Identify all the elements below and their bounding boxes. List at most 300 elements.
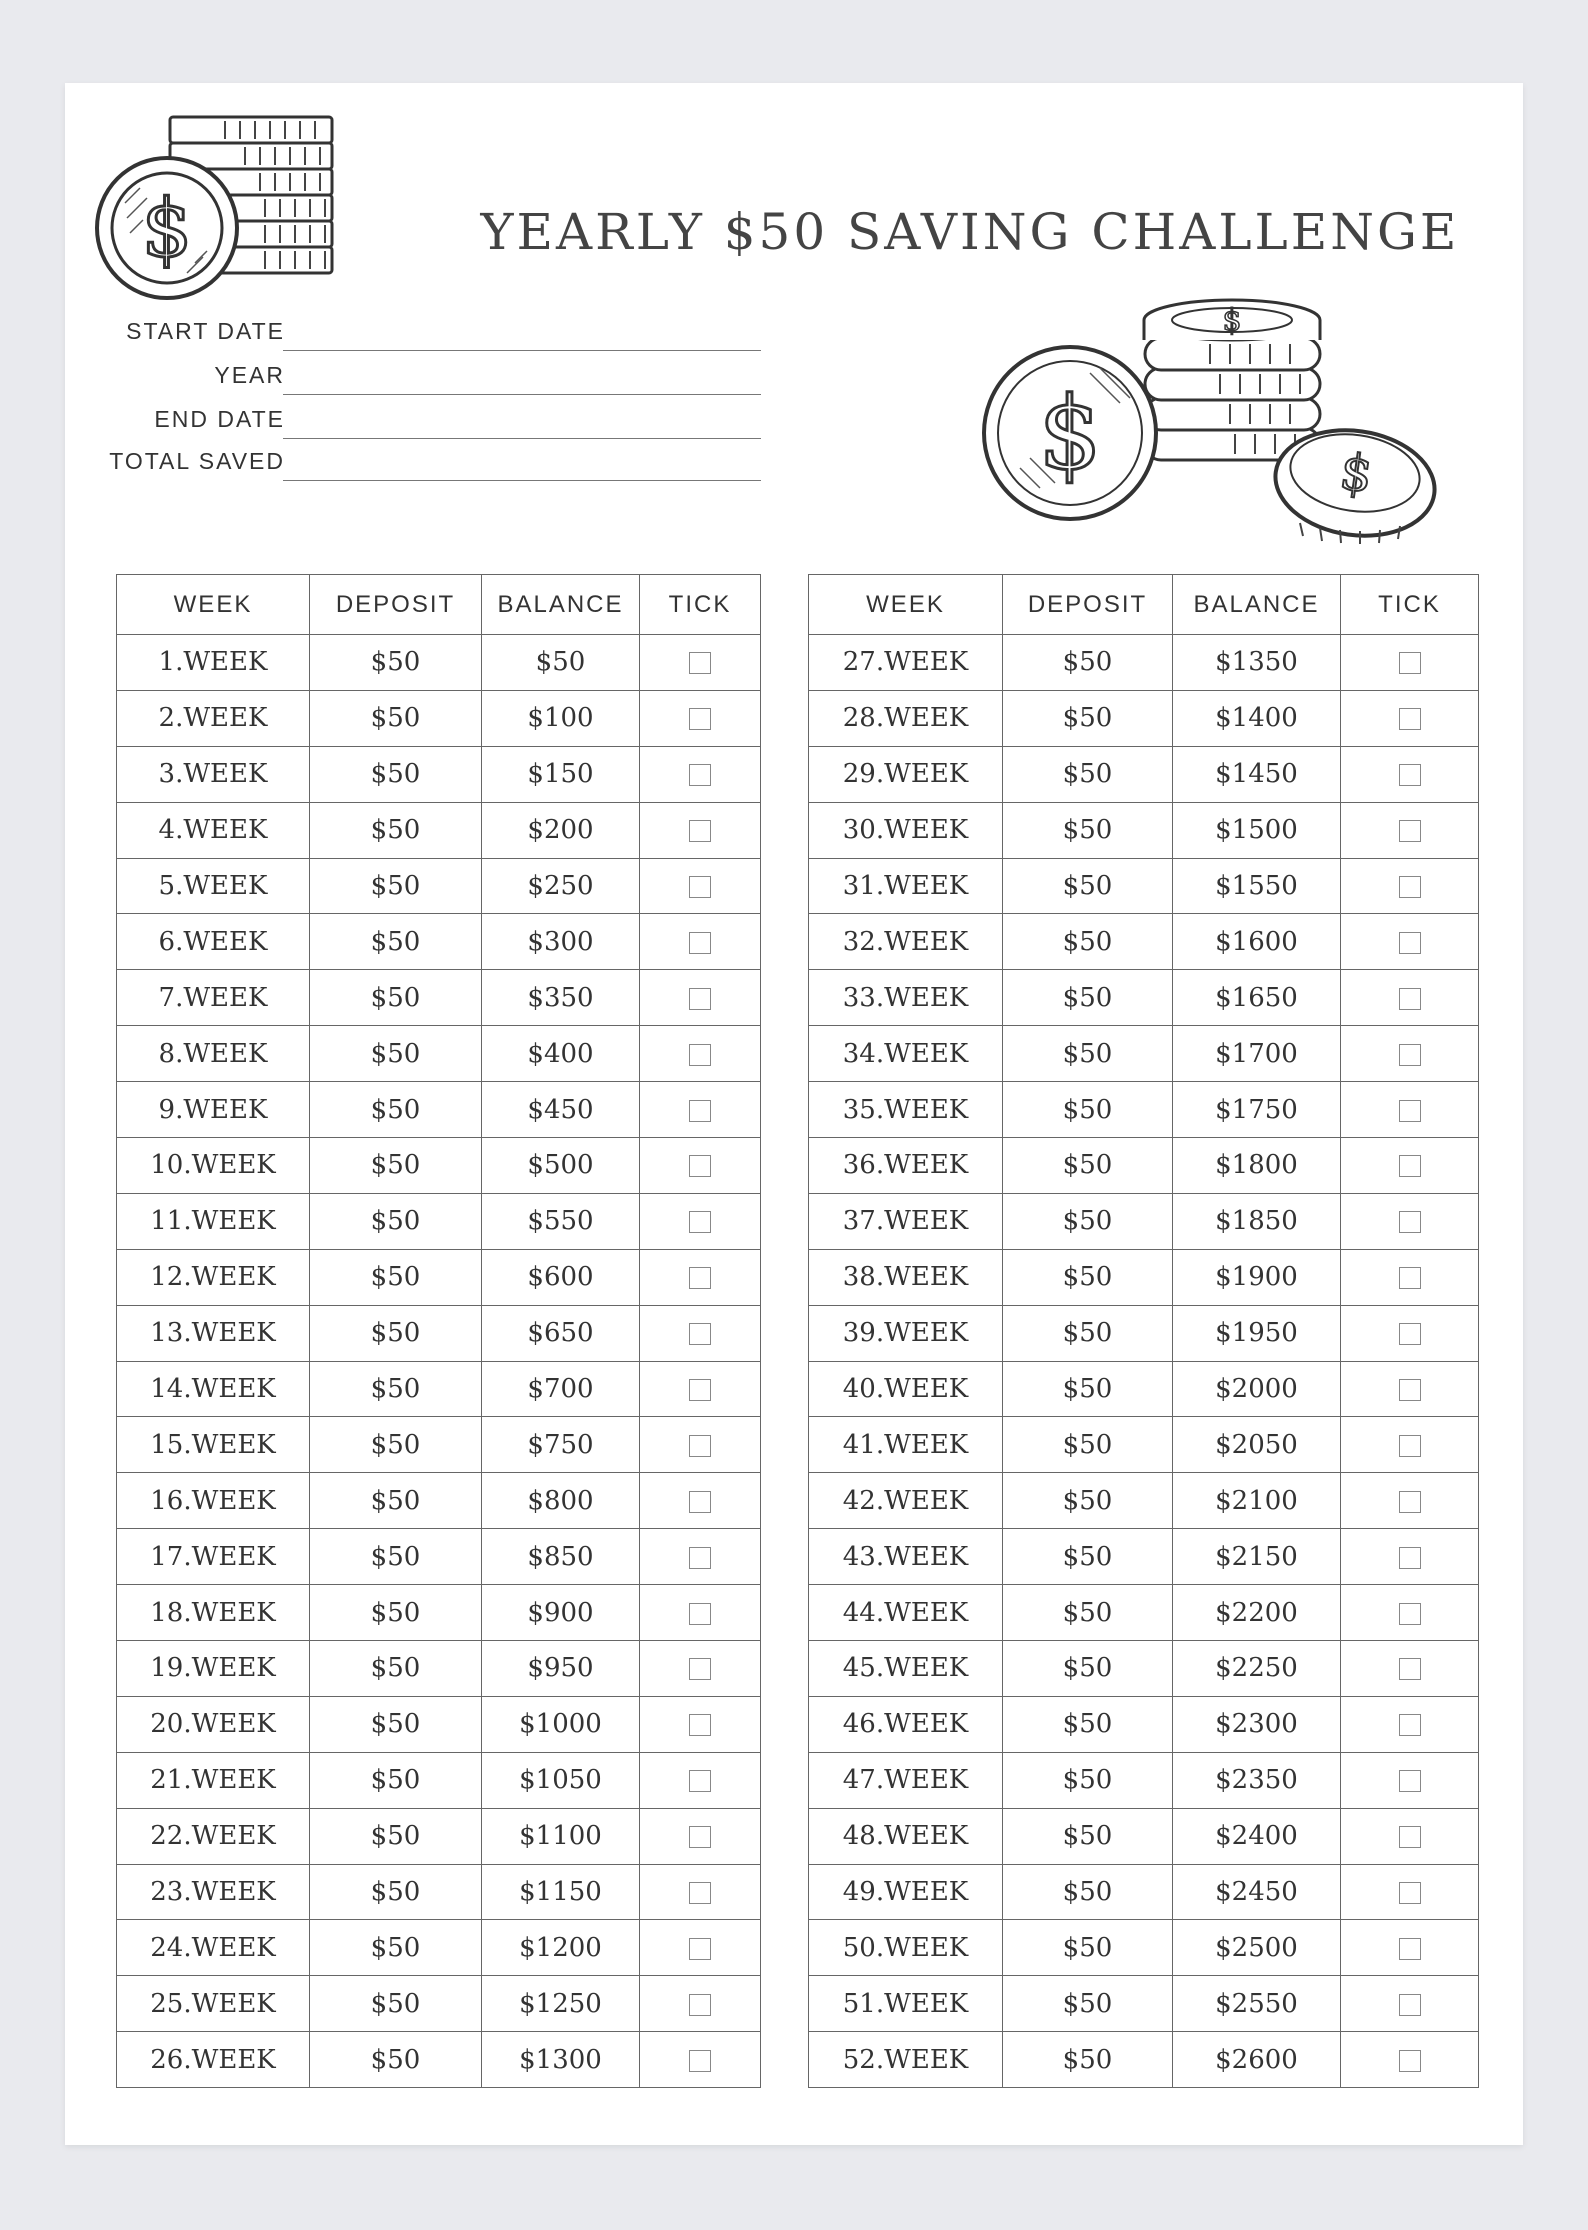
- end-date-label: END DATE: [154, 406, 285, 432]
- tick-header: TICK: [640, 575, 761, 635]
- week-cell: 48.WEEK: [809, 1808, 1003, 1864]
- deposit-cell: $50: [1003, 802, 1173, 858]
- balance-cell: $150: [482, 746, 640, 802]
- table-row: [809, 1529, 1479, 1585]
- week-cell: 9.WEEK: [117, 1082, 310, 1138]
- page-title: YEARLY $50 SAVING CHALLENGE: [480, 203, 1460, 261]
- checkbox-icon[interactable]: [1399, 1211, 1421, 1233]
- week-cell: 16.WEEK: [117, 1473, 310, 1529]
- deposit-cell: $50: [310, 746, 482, 802]
- checkbox-icon[interactable]: [1399, 1882, 1421, 1904]
- deposit-cell: $50: [1003, 2032, 1173, 2088]
- checkbox-icon[interactable]: [1399, 1714, 1421, 1736]
- table-header-row: [809, 575, 1479, 635]
- deposit-cell: $50: [310, 1752, 482, 1808]
- balance-cell: $1150: [482, 1864, 640, 1920]
- svg-text:$: $: [1336, 442, 1377, 505]
- deposit-cell: $50: [310, 690, 482, 746]
- balance-cell: $500: [482, 1138, 640, 1194]
- table-row: [117, 1920, 761, 1976]
- table-row: [117, 1473, 761, 1529]
- start-date-label: START DATE: [126, 318, 285, 344]
- week-cell: 12.WEEK: [117, 1249, 310, 1305]
- tick-cell: [1341, 1026, 1479, 1082]
- week-cell: 38.WEEK: [809, 1249, 1003, 1305]
- checkbox-icon[interactable]: [1399, 1491, 1421, 1513]
- week-cell: 35.WEEK: [809, 1082, 1003, 1138]
- table-header-row: [117, 575, 761, 635]
- balance-cell: $450: [482, 1082, 640, 1138]
- checkbox-icon[interactable]: [1399, 988, 1421, 1010]
- deposit-cell: $50: [1003, 1193, 1173, 1249]
- deposit-cell: $50: [1003, 1529, 1173, 1585]
- balance-cell: $100: [482, 690, 640, 746]
- table-row: [117, 970, 761, 1026]
- coin-pile-icon: [980, 298, 1440, 548]
- week-header: WEEK: [809, 575, 1003, 635]
- table-row: [809, 1417, 1479, 1473]
- table-row: [117, 1529, 761, 1585]
- checkbox-icon[interactable]: [689, 1211, 711, 1233]
- table-row: [117, 1752, 761, 1808]
- week-cell: 21.WEEK: [117, 1752, 310, 1808]
- balance-cell: $2300: [1173, 1696, 1341, 1752]
- table-row: [809, 1808, 1479, 1864]
- checkbox-icon[interactable]: [689, 1826, 711, 1848]
- table-row: [809, 746, 1479, 802]
- table-row: [809, 1305, 1479, 1361]
- deposit-cell: $50: [1003, 1417, 1173, 1473]
- checkbox-icon[interactable]: [689, 1379, 711, 1401]
- checkbox-icon[interactable]: [689, 988, 711, 1010]
- deposit-cell: $50: [310, 1138, 482, 1194]
- checkbox-icon[interactable]: [689, 820, 711, 842]
- deposit-cell: $50: [1003, 1249, 1173, 1305]
- checkbox-icon[interactable]: [689, 1155, 711, 1177]
- tick-cell: [640, 1864, 761, 1920]
- tick-cell: [640, 746, 761, 802]
- total-saved-label: TOTAL SAVED: [109, 448, 285, 474]
- table-row: [117, 1585, 761, 1641]
- checkbox-icon[interactable]: [689, 1100, 711, 1122]
- deposit-cell: $50: [1003, 1920, 1173, 1976]
- tick-cell: [640, 1361, 761, 1417]
- week-cell: 36.WEEK: [809, 1138, 1003, 1194]
- balance-cell: $1500: [1173, 802, 1341, 858]
- checkbox-icon[interactable]: [689, 932, 711, 954]
- balance-cell: $750: [482, 1417, 640, 1473]
- svg-text:$: $: [1038, 375, 1102, 492]
- checkbox-icon[interactable]: [689, 1603, 711, 1625]
- deposit-cell: $50: [310, 970, 482, 1026]
- balance-cell: $1700: [1173, 1026, 1341, 1082]
- deposit-cell: $50: [310, 2032, 482, 2088]
- week-cell: 37.WEEK: [809, 1193, 1003, 1249]
- tick-cell: [1341, 802, 1479, 858]
- week-cell: 50.WEEK: [809, 1920, 1003, 1976]
- deposit-cell: $50: [1003, 1696, 1173, 1752]
- balance-cell: $2600: [1173, 2032, 1341, 2088]
- balance-cell: $1800: [1173, 1138, 1341, 1194]
- tick-cell: [640, 858, 761, 914]
- week-cell: 23.WEEK: [117, 1864, 310, 1920]
- table-row: [117, 635, 761, 691]
- checkbox-icon[interactable]: [689, 764, 711, 786]
- tick-cell: [640, 1417, 761, 1473]
- balance-cell: $50: [482, 635, 640, 691]
- tick-header: TICK: [1341, 575, 1479, 635]
- deposit-cell: $50: [310, 1193, 482, 1249]
- balance-cell: $650: [482, 1305, 640, 1361]
- table-row: [809, 1026, 1479, 1082]
- balance-cell: $1950: [1173, 1305, 1341, 1361]
- balance-header: BALANCE: [482, 575, 640, 635]
- deposit-cell: $50: [310, 1305, 482, 1361]
- checkbox-icon[interactable]: [689, 876, 711, 898]
- table-row: [809, 690, 1479, 746]
- week-cell: 30.WEEK: [809, 802, 1003, 858]
- week-cell: 5.WEEK: [117, 858, 310, 914]
- checkbox-icon[interactable]: [689, 1770, 711, 1792]
- svg-text:$: $: [1222, 303, 1242, 338]
- balance-cell: $1750: [1173, 1082, 1341, 1138]
- week-cell: 11.WEEK: [117, 1193, 310, 1249]
- deposit-cell: $50: [310, 1920, 482, 1976]
- deposit-cell: $50: [1003, 1082, 1173, 1138]
- tick-cell: [640, 1138, 761, 1194]
- table-row: [809, 1696, 1479, 1752]
- checkbox-icon[interactable]: [1399, 1994, 1421, 2016]
- checkbox-icon[interactable]: [1399, 652, 1421, 674]
- deposit-cell: $50: [1003, 1473, 1173, 1529]
- deposit-cell: $50: [1003, 1026, 1173, 1082]
- week-cell: 51.WEEK: [809, 1976, 1003, 2032]
- deposit-cell: $50: [310, 635, 482, 691]
- tick-cell: [640, 1696, 761, 1752]
- week-cell: 13.WEEK: [117, 1305, 310, 1361]
- week-cell: 28.WEEK: [809, 690, 1003, 746]
- tick-cell: [640, 914, 761, 970]
- deposit-cell: $50: [310, 914, 482, 970]
- balance-cell: $2350: [1173, 1752, 1341, 1808]
- table-row: [117, 746, 761, 802]
- deposit-cell: $50: [310, 1026, 482, 1082]
- balance-cell: $1100: [482, 1808, 640, 1864]
- year-line: [283, 394, 761, 395]
- deposit-cell: $50: [1003, 690, 1173, 746]
- balance-cell: $850: [482, 1529, 640, 1585]
- checkbox-icon[interactable]: [1399, 764, 1421, 786]
- deposit-cell: $50: [310, 1864, 482, 1920]
- week-cell: 6.WEEK: [117, 914, 310, 970]
- checkbox-icon[interactable]: [1399, 1044, 1421, 1066]
- table-row: [809, 858, 1479, 914]
- table-row: [117, 1976, 761, 2032]
- balance-cell: $2150: [1173, 1529, 1341, 1585]
- week-cell: 2.WEEK: [117, 690, 310, 746]
- deposit-cell: $50: [1003, 1138, 1173, 1194]
- checkbox-icon[interactable]: [1399, 1826, 1421, 1848]
- deposit-cell: $50: [1003, 1641, 1173, 1697]
- deposit-cell: $50: [1003, 1864, 1173, 1920]
- tick-cell: [640, 1976, 761, 2032]
- checkbox-icon[interactable]: [689, 1547, 711, 1569]
- tick-cell: [1341, 635, 1479, 691]
- week-cell: 32.WEEK: [809, 914, 1003, 970]
- deposit-cell: $50: [1003, 1305, 1173, 1361]
- deposit-cell: $50: [310, 1082, 482, 1138]
- table-row: [809, 1249, 1479, 1305]
- week-cell: 14.WEEK: [117, 1361, 310, 1417]
- table-row: [809, 1361, 1479, 1417]
- balance-cell: $2050: [1173, 1417, 1341, 1473]
- tick-cell: [640, 1026, 761, 1082]
- checkbox-icon[interactable]: [1399, 1938, 1421, 1960]
- table-row: [117, 1082, 761, 1138]
- table-row: [809, 802, 1479, 858]
- deposit-cell: $50: [310, 1585, 482, 1641]
- checkbox-icon[interactable]: [1399, 1267, 1421, 1289]
- checkbox-icon[interactable]: [689, 1044, 711, 1066]
- checkbox-icon[interactable]: [1399, 1323, 1421, 1345]
- table-row: [117, 1249, 761, 1305]
- end-date-line: [283, 438, 761, 439]
- checkbox-icon[interactable]: [689, 708, 711, 730]
- week-cell: 7.WEEK: [117, 970, 310, 1026]
- tick-cell: [1341, 1920, 1479, 1976]
- balance-cell: $550: [482, 1193, 640, 1249]
- balance-cell: $1450: [1173, 746, 1341, 802]
- end-date-field[interactable]: [65, 399, 765, 439]
- checkbox-icon[interactable]: [1399, 1658, 1421, 1680]
- deposit-cell: $50: [310, 1696, 482, 1752]
- deposit-cell: $50: [310, 1641, 482, 1697]
- table-row: [117, 1026, 761, 1082]
- week-cell: 43.WEEK: [809, 1529, 1003, 1585]
- week-cell: 8.WEEK: [117, 1026, 310, 1082]
- balance-cell: $2400: [1173, 1808, 1341, 1864]
- tick-cell: [1341, 746, 1479, 802]
- tick-cell: [640, 1249, 761, 1305]
- checkbox-icon[interactable]: [689, 652, 711, 674]
- tick-cell: [640, 690, 761, 746]
- table-row: [117, 1193, 761, 1249]
- tick-cell: [1341, 1529, 1479, 1585]
- checkbox-icon[interactable]: [689, 2050, 711, 2072]
- year-label: YEAR: [214, 362, 285, 388]
- deposit-cell: $50: [1003, 635, 1173, 691]
- checkbox-icon[interactable]: [1399, 1603, 1421, 1625]
- table-row: [809, 970, 1479, 1026]
- tick-cell: [1341, 1138, 1479, 1194]
- checkbox-icon[interactable]: [1399, 1379, 1421, 1401]
- checkbox-icon[interactable]: [1399, 1155, 1421, 1177]
- week-cell: 29.WEEK: [809, 746, 1003, 802]
- checkbox-icon[interactable]: [1399, 1547, 1421, 1569]
- deposit-cell: $50: [310, 1808, 482, 1864]
- balance-cell: $200: [482, 802, 640, 858]
- checkbox-icon[interactable]: [1399, 1100, 1421, 1122]
- balance-cell: $300: [482, 914, 640, 970]
- svg-text:$: $: [141, 182, 193, 275]
- balance-cell: $2450: [1173, 1864, 1341, 1920]
- balance-cell: $2100: [1173, 1473, 1341, 1529]
- tick-cell: [640, 1752, 761, 1808]
- tick-cell: [1341, 1976, 1479, 2032]
- week-cell: 24.WEEK: [117, 1920, 310, 1976]
- checkbox-icon[interactable]: [689, 1435, 711, 1457]
- week-cell: 45.WEEK: [809, 1641, 1003, 1697]
- tick-cell: [640, 1920, 761, 1976]
- deposit-cell: $50: [310, 1976, 482, 2032]
- checkbox-icon[interactable]: [689, 1323, 711, 1345]
- balance-cell: $2500: [1173, 1920, 1341, 1976]
- balance-cell: $950: [482, 1641, 640, 1697]
- week-cell: 15.WEEK: [117, 1417, 310, 1473]
- checkbox-icon[interactable]: [1399, 708, 1421, 730]
- week-cell: 40.WEEK: [809, 1361, 1003, 1417]
- balance-cell: $1850: [1173, 1193, 1341, 1249]
- tick-cell: [640, 1473, 761, 1529]
- tick-cell: [1341, 1696, 1479, 1752]
- table-row: [117, 802, 761, 858]
- balance-cell: $1200: [482, 1920, 640, 1976]
- total-saved-field[interactable]: [65, 441, 765, 481]
- weeks-table-right: [808, 574, 1479, 2088]
- table-row: [117, 858, 761, 914]
- balance-header: BALANCE: [1173, 575, 1341, 635]
- week-cell: 31.WEEK: [809, 858, 1003, 914]
- table-row: [117, 1138, 761, 1194]
- checkbox-icon[interactable]: [1399, 876, 1421, 898]
- week-cell: 20.WEEK: [117, 1696, 310, 1752]
- tick-cell: [1341, 1864, 1479, 1920]
- tick-cell: [1341, 1249, 1479, 1305]
- tick-cell: [640, 1082, 761, 1138]
- week-header: WEEK: [117, 575, 310, 635]
- tick-cell: [1341, 970, 1479, 1026]
- deposit-cell: $50: [1003, 1808, 1173, 1864]
- table-row: [809, 2032, 1479, 2088]
- deposit-cell: $50: [1003, 1752, 1173, 1808]
- balance-cell: $2200: [1173, 1585, 1341, 1641]
- table-row: [117, 690, 761, 746]
- balance-cell: $1050: [482, 1752, 640, 1808]
- tick-cell: [640, 635, 761, 691]
- tick-cell: [1341, 1808, 1479, 1864]
- table-row: [809, 1473, 1479, 1529]
- table-row: [117, 1417, 761, 1473]
- balance-cell: $1300: [482, 2032, 640, 2088]
- deposit-header: DEPOSIT: [1003, 575, 1173, 635]
- table-row: [809, 1752, 1479, 1808]
- week-cell: 33.WEEK: [809, 970, 1003, 1026]
- tick-cell: [1341, 1193, 1479, 1249]
- table-row: [117, 2032, 761, 2088]
- table-row: [809, 1641, 1479, 1697]
- deposit-cell: $50: [310, 1417, 482, 1473]
- tick-cell: [640, 1585, 761, 1641]
- checkbox-icon[interactable]: [1399, 932, 1421, 954]
- checkbox-icon[interactable]: [689, 1994, 711, 2016]
- balance-cell: $1550: [1173, 858, 1341, 914]
- weeks-table-left: [116, 574, 761, 2088]
- balance-cell: $1900: [1173, 1249, 1341, 1305]
- week-cell: 10.WEEK: [117, 1138, 310, 1194]
- table-row: [809, 1193, 1479, 1249]
- checkbox-icon[interactable]: [689, 1267, 711, 1289]
- table-row: [117, 1305, 761, 1361]
- balance-cell: $1350: [1173, 635, 1341, 691]
- tick-cell: [640, 1808, 761, 1864]
- balance-cell: $800: [482, 1473, 640, 1529]
- balance-cell: $250: [482, 858, 640, 914]
- balance-cell: $400: [482, 1026, 640, 1082]
- tick-cell: [1341, 1641, 1479, 1697]
- checkbox-icon[interactable]: [689, 1938, 711, 1960]
- table-row: [117, 1361, 761, 1417]
- checkbox-icon[interactable]: [689, 1882, 711, 1904]
- balance-cell: $1250: [482, 1976, 640, 2032]
- checkbox-icon[interactable]: [689, 1714, 711, 1736]
- checkbox-icon[interactable]: [1399, 1770, 1421, 1792]
- balance-cell: $2550: [1173, 1976, 1341, 2032]
- year-field[interactable]: [65, 355, 765, 395]
- table-row: [809, 1976, 1479, 2032]
- tick-cell: [1341, 1585, 1479, 1641]
- savings-sheet: [65, 83, 1523, 2145]
- checkbox-icon[interactable]: [1399, 820, 1421, 842]
- tick-cell: [640, 1305, 761, 1361]
- checkbox-icon[interactable]: [689, 1658, 711, 1680]
- tick-cell: [1341, 1305, 1479, 1361]
- checkbox-icon[interactable]: [1399, 1435, 1421, 1457]
- deposit-header: DEPOSIT: [310, 575, 482, 635]
- coin-stack-icon: [95, 113, 335, 303]
- week-cell: 22.WEEK: [117, 1808, 310, 1864]
- week-cell: 39.WEEK: [809, 1305, 1003, 1361]
- deposit-cell: $50: [1003, 746, 1173, 802]
- checkbox-icon[interactable]: [1399, 2050, 1421, 2072]
- tick-cell: [640, 1529, 761, 1585]
- week-cell: 26.WEEK: [117, 2032, 310, 2088]
- tick-cell: [1341, 914, 1479, 970]
- table-row: [809, 1082, 1479, 1138]
- tick-cell: [1341, 1752, 1479, 1808]
- checkbox-icon[interactable]: [689, 1491, 711, 1513]
- week-cell: 4.WEEK: [117, 802, 310, 858]
- start-date-line: [283, 350, 761, 351]
- week-cell: 47.WEEK: [809, 1752, 1003, 1808]
- table-row: [117, 1808, 761, 1864]
- start-date-field[interactable]: [65, 311, 765, 351]
- deposit-cell: $50: [310, 802, 482, 858]
- balance-cell: $2250: [1173, 1641, 1341, 1697]
- tick-cell: [1341, 1361, 1479, 1417]
- tick-cell: [640, 2032, 761, 2088]
- deposit-cell: $50: [310, 1361, 482, 1417]
- tick-cell: [640, 1193, 761, 1249]
- balance-cell: $1400: [1173, 690, 1341, 746]
- tick-cell: [1341, 858, 1479, 914]
- week-cell: 19.WEEK: [117, 1641, 310, 1697]
- week-cell: 52.WEEK: [809, 2032, 1003, 2088]
- week-cell: 34.WEEK: [809, 1026, 1003, 1082]
- deposit-cell: $50: [310, 1473, 482, 1529]
- week-cell: 41.WEEK: [809, 1417, 1003, 1473]
- table-row: [809, 1864, 1479, 1920]
- deposit-cell: $50: [1003, 970, 1173, 1026]
